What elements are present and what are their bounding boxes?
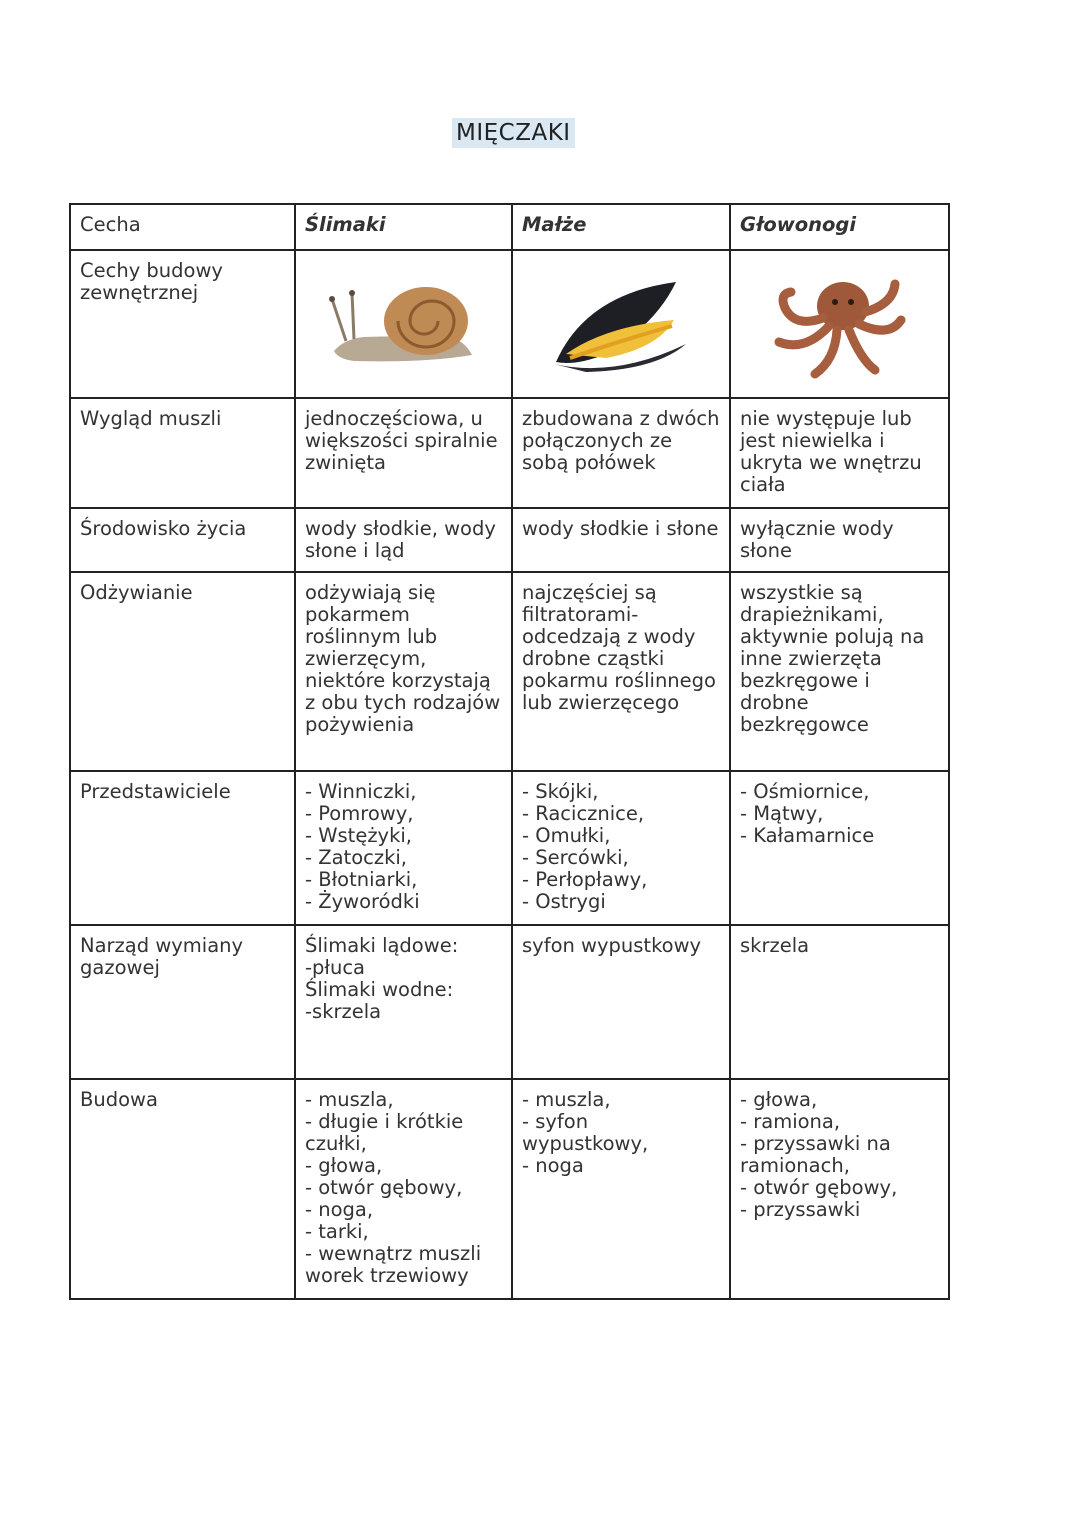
- list-item: - Ośmiornice,: [740, 780, 870, 803]
- list-item: - wewnątrz muszli worek trzewiowy: [305, 1242, 482, 1287]
- list-item: - przyssawki: [740, 1198, 861, 1221]
- table-cell: [295, 925, 512, 1079]
- list-item: - głowa,: [740, 1088, 818, 1111]
- list-item: - Winniczki,: [305, 780, 417, 803]
- list-item: syfon wypustkowy: [522, 934, 702, 957]
- list-item: - muszla,: [522, 1088, 611, 1111]
- table-cell: zbudowana z dwóch połączonych ze sobą połówek: [512, 398, 730, 508]
- table-cell: [512, 1079, 730, 1299]
- header-cell-bivalves: Małże: [512, 204, 730, 250]
- table-cell: wody słodkie i słone: [512, 508, 730, 572]
- mollusc-table: [69, 203, 950, 1300]
- header-cell-feature: Cecha: [70, 204, 295, 250]
- table-cell: [295, 771, 512, 925]
- row-label: Wygląd muszli: [70, 398, 295, 508]
- table-row: [70, 572, 949, 771]
- table-row: [70, 398, 949, 508]
- list-item: - Kałamarnice: [740, 824, 875, 847]
- table-header-row: [70, 204, 949, 250]
- list-item: Ślimaki lądowe:: [305, 934, 459, 957]
- table-cell: wszystkie są drapieżnikami, aktywnie polują na inne zwierzęta bezkręgowe i drobne bezkręgowce: [730, 572, 949, 771]
- table-cell: jednoczęściowa, u większości spiralnie zwinięta: [295, 398, 512, 508]
- table-cell: [730, 771, 949, 925]
- table-cell: wyłącznie wody słone: [730, 508, 949, 572]
- row-label: Środowisko życia: [70, 508, 295, 572]
- table-cell: odżywiają się pokarmem roślinnym lub zwierzęcym, niektóre korzystają z obu tych rodzajów pożywienia: [295, 572, 512, 771]
- table-cell: [730, 250, 949, 398]
- table-cell: [295, 1079, 512, 1299]
- list-item: - Wstężyki,: [305, 824, 413, 847]
- list-item: - Mątwy,: [740, 802, 824, 825]
- mussel-image: [546, 274, 696, 374]
- table-cell: [730, 925, 949, 1079]
- header-cell-cephalopods: Głowonogi: [730, 204, 949, 250]
- list-item: - ramiona,: [740, 1110, 841, 1133]
- list-item: - przyssawki na ramionach,: [740, 1132, 891, 1177]
- snail-image: [324, 279, 484, 369]
- table-cell: wody słodkie, wody słone i ląd: [295, 508, 512, 572]
- row-label: Narząd wymiany gazowej: [70, 925, 295, 1079]
- list-item: - Omułki,: [522, 824, 611, 847]
- list-item: - Pomrowy,: [305, 802, 414, 825]
- list-item: Ślimaki wodne:: [305, 978, 454, 1001]
- table-cell: [730, 1079, 949, 1299]
- table-cell: [512, 771, 730, 925]
- table-row: [70, 925, 949, 1079]
- row-label: Przedstawiciele: [70, 771, 295, 925]
- page-title: MIĘCZAKI: [452, 118, 575, 148]
- list-item: - Ostrygi: [522, 890, 606, 913]
- table-row: [70, 1079, 949, 1299]
- table-cell: [295, 250, 512, 398]
- table-cell: [512, 250, 730, 398]
- list-item: - syfon wypustkowy,: [522, 1110, 649, 1155]
- list-item: - Skójki,: [522, 780, 599, 803]
- list-item: - Sercówki,: [522, 846, 629, 869]
- list-item: - długie i krótkie czułki,: [305, 1110, 464, 1155]
- table-row: [70, 508, 949, 572]
- row-label: Cechy budowy zewnętrznej: [70, 250, 295, 398]
- list-item: - Perłopławy,: [522, 868, 648, 891]
- list-item: - Racicznice,: [522, 802, 645, 825]
- list-item: - otwór gębowy,: [740, 1176, 898, 1199]
- list-item: - Zatoczki,: [305, 846, 407, 869]
- table-row: [70, 771, 949, 925]
- header-cell-snails: Ślimaki: [295, 204, 512, 250]
- row-label: Budowa: [70, 1079, 295, 1299]
- table-row-images: [70, 250, 949, 398]
- list-item: -skrzela: [305, 1000, 382, 1023]
- list-item: - tarki,: [305, 1220, 369, 1243]
- list-item: -płuca: [305, 956, 365, 979]
- table-cell: [512, 925, 730, 1079]
- list-item: - Żyworódki: [305, 890, 420, 913]
- list-item: - noga,: [305, 1198, 374, 1221]
- list-item: - Błotniarki,: [305, 868, 418, 891]
- table-cell: nie występuje lub jest niewielka i ukryta we wnętrzu ciała: [730, 398, 949, 508]
- table-cell: najczęściej są filtratorami- odcedzają z wody drobne cząstki pokarmu roślinnego lub zwierzęcego: [512, 572, 730, 771]
- list-item: - muszla,: [305, 1088, 394, 1111]
- list-item: - otwór gębowy,: [305, 1176, 463, 1199]
- list-item: skrzela: [740, 934, 810, 957]
- list-item: - głowa,: [305, 1154, 383, 1177]
- octopus-image: [765, 268, 915, 380]
- list-item: - noga: [522, 1154, 584, 1177]
- row-label: Odżywianie: [70, 572, 295, 771]
